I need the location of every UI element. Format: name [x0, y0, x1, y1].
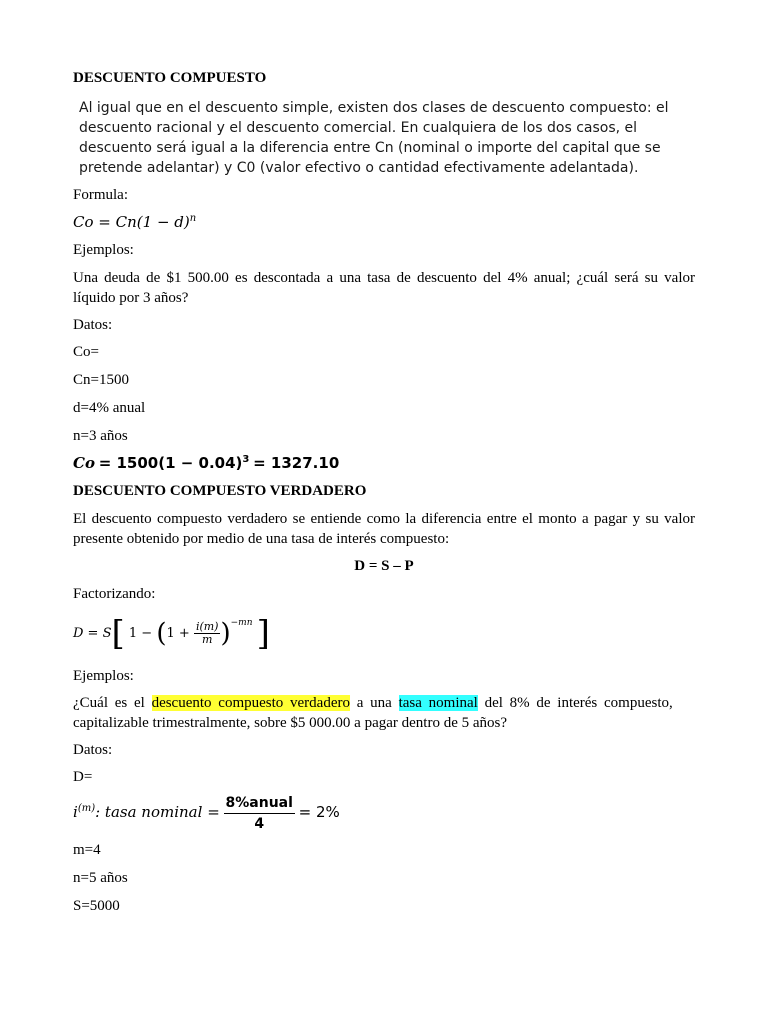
datos-label-1: Datos: [73, 317, 113, 333]
factor-one-minus: 1 − [128, 626, 153, 641]
formula-co [73, 212, 196, 232]
right-bracket: ] [256, 613, 270, 654]
rate-result: = 2% [298, 803, 340, 821]
factor-lhs: D = S [73, 626, 112, 641]
left-bracket: [ [111, 613, 125, 654]
solution-exponent: 3 [242, 454, 250, 465]
problem2-text-2: a una [350, 695, 399, 711]
formula-label: Formula: [73, 187, 128, 203]
data2-s: S=5000 [73, 898, 120, 914]
rate-equation [73, 794, 340, 833]
formula-rhs: Cn(1 − d) [115, 213, 190, 231]
rate-text: : tasa nominal = [95, 803, 220, 821]
data2-d: D= [73, 769, 93, 785]
rate-fraction-num: 8%anual [224, 794, 295, 814]
intro-line: descuento será igual a la diferencia entre Cn (nominal o importe del capital que se [79, 140, 661, 156]
rate-superscript: (m) [77, 803, 96, 814]
highlight-tasa-nominal: tasa nominal [398, 695, 478, 711]
datos-label-2: Datos: [73, 742, 113, 758]
data1-co: Co= [73, 344, 99, 360]
factor-one-plus: 1 + [166, 626, 190, 641]
examples-label-2: Ejemplos: [73, 668, 134, 684]
formula-factorized [73, 613, 270, 654]
factor-fraction-num: i(m) [195, 620, 219, 633]
problem2-text-1: ¿Cuál es el [73, 695, 152, 711]
left-paren: ( [156, 618, 167, 649]
solution-result: = 1327.10 [253, 454, 340, 472]
problem-2 [73, 693, 695, 713]
formula-lhs: Co [73, 213, 94, 231]
rate-fraction-den: 4 [254, 816, 265, 833]
solution-rhs: = 1500(1 − 0.04) [98, 454, 243, 472]
data2-m: m=4 [73, 842, 101, 858]
right-paren: ) [220, 618, 231, 649]
factor-fraction [194, 621, 221, 646]
formula-exponent: n [189, 213, 197, 224]
problem-1: Una deuda de $1 500.00 es descontada a una tasa de descuento del 4% anual; ¿cuál será su valor líquido por 3 años? [73, 270, 695, 306]
heading-descuento-compuesto: DESCUENTO COMPUESTO [73, 70, 267, 86]
formula-eq: = [98, 213, 111, 231]
rate-i: i [73, 803, 78, 821]
factor-label: Factorizando: [73, 586, 156, 602]
intro-line: pretende adelantar) y C0 (valor efectivo o cantidad efectivamente adelantada). [79, 160, 639, 176]
definition-2: El descuento compuesto verdadero se entiende como la diferencia entre el monto a pagar y su valor presente obtenido por medio de una tasa de interés compuesto: [73, 511, 695, 547]
examples-label-1: Ejemplos: [73, 242, 134, 258]
solution-1 [73, 453, 339, 474]
factor-exponent: −mn [230, 618, 253, 628]
intro-line: descuento racional y el descuento comercial. En cualquiera de los dos casos, el [79, 120, 638, 136]
heading-descuento-compuesto-verdadero: DESCUENTO COMPUESTO VERDADERO [73, 483, 367, 499]
data2-n: n=5 años [73, 870, 128, 886]
intro-paragraph-image [79, 98, 669, 178]
data1-n: n=3 años [73, 428, 128, 444]
rate-fraction [224, 794, 295, 833]
data1-d: d=4% anual [73, 400, 146, 416]
problem-2-line-2: capitalizable trimestralmente, sobre $5 000.00 a pagar dentro de 5 años? [73, 715, 508, 731]
solution-lhs: Co [73, 454, 95, 472]
highlight-descuento-compuesto-verdadero: descuento compuesto verdadero [151, 695, 350, 711]
problem2-text-3: del 8% de interés compuesto, [477, 695, 673, 711]
formula-d-s-p: D = S – P [354, 558, 414, 574]
factor-fraction-den: m [201, 633, 213, 646]
intro-line: Al igual que en el descuento simple, existen dos clases de descuento compuesto: el [79, 100, 669, 116]
data1-cn: Cn=1500 [73, 372, 129, 388]
